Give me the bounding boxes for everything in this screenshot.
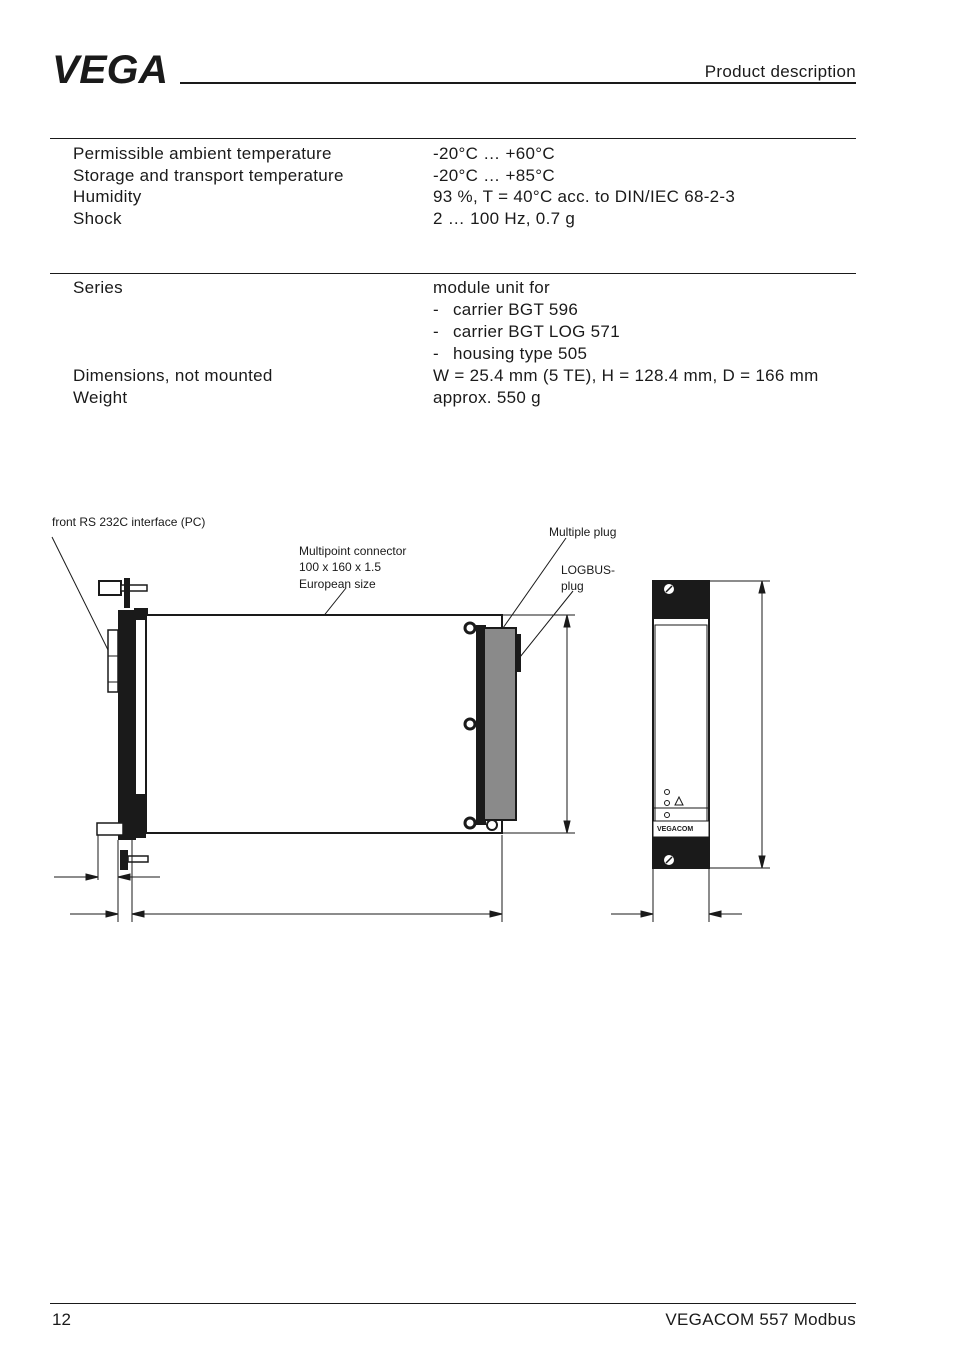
front-brand-label: VEGACOM: [657, 826, 694, 833]
label-rs232: front RS 232C interface (PC): [52, 515, 206, 529]
section-title: Product description: [704, 62, 856, 81]
logo-text: VEGA: [52, 52, 168, 88]
series-item-dash: -: [433, 300, 439, 319]
humidity-value: 93 %, T = 40°C acc. to DIN/IEC 68-2-3: [433, 187, 736, 206]
header-rule: [180, 82, 856, 84]
label-multipoint-size: 100 x 160 x 1.5: [299, 560, 382, 574]
series-label: Series: [73, 278, 123, 297]
series-item-text: carrier BGT LOG 571: [453, 322, 620, 341]
series-item: [433, 299, 578, 321]
series-value: module unit for: [433, 278, 550, 297]
module-front-view: [653, 581, 709, 868]
document-title: VEGACOM 557 Modbus: [665, 1310, 856, 1329]
weight-label: Weight: [73, 388, 128, 407]
weight-value: approx. 550 g: [433, 388, 541, 407]
page-number: 12: [52, 1310, 71, 1329]
label-multipoint-connector: Multipoint connector: [299, 544, 407, 558]
ambient-temp-label: Permissible ambient temperature: [73, 144, 332, 163]
label-logbus-plug: plug: [561, 579, 584, 593]
module-side-view: [97, 578, 521, 870]
vega-logo: [52, 52, 172, 88]
series-item-dash: -: [433, 322, 439, 341]
dimensions-label: Dimensions, not mounted: [73, 366, 273, 385]
shock-label: Shock: [73, 209, 122, 228]
section-divider: [50, 138, 856, 139]
footer-rule: [50, 1303, 856, 1304]
series-item-text: carrier BGT 596: [453, 300, 579, 319]
dimension-drawing: [0, 500, 954, 940]
dimensions-value: W = 25.4 mm (5 TE), H = 128.4 mm, D = 166 mm: [433, 366, 819, 385]
ambient-temp-value: -20°C … +60°C: [433, 144, 555, 163]
label-multipoint-european: European size: [299, 577, 376, 591]
series-item-dash: -: [433, 344, 439, 363]
series-item: [433, 321, 620, 343]
storage-temp-value: -20°C … +85°C: [433, 166, 555, 185]
humidity-label: Humidity: [73, 187, 142, 206]
shock-value: 2 … 100 Hz, 0.7 g: [433, 209, 576, 228]
series-item-text: housing type 505: [453, 344, 588, 363]
section-divider: [50, 273, 856, 274]
label-multiple-plug: Multiple plug: [549, 525, 617, 539]
label-logbus: LOGBUS-: [561, 563, 616, 577]
storage-temp-label: Storage and transport temperature: [73, 166, 344, 185]
series-item: [433, 343, 587, 365]
